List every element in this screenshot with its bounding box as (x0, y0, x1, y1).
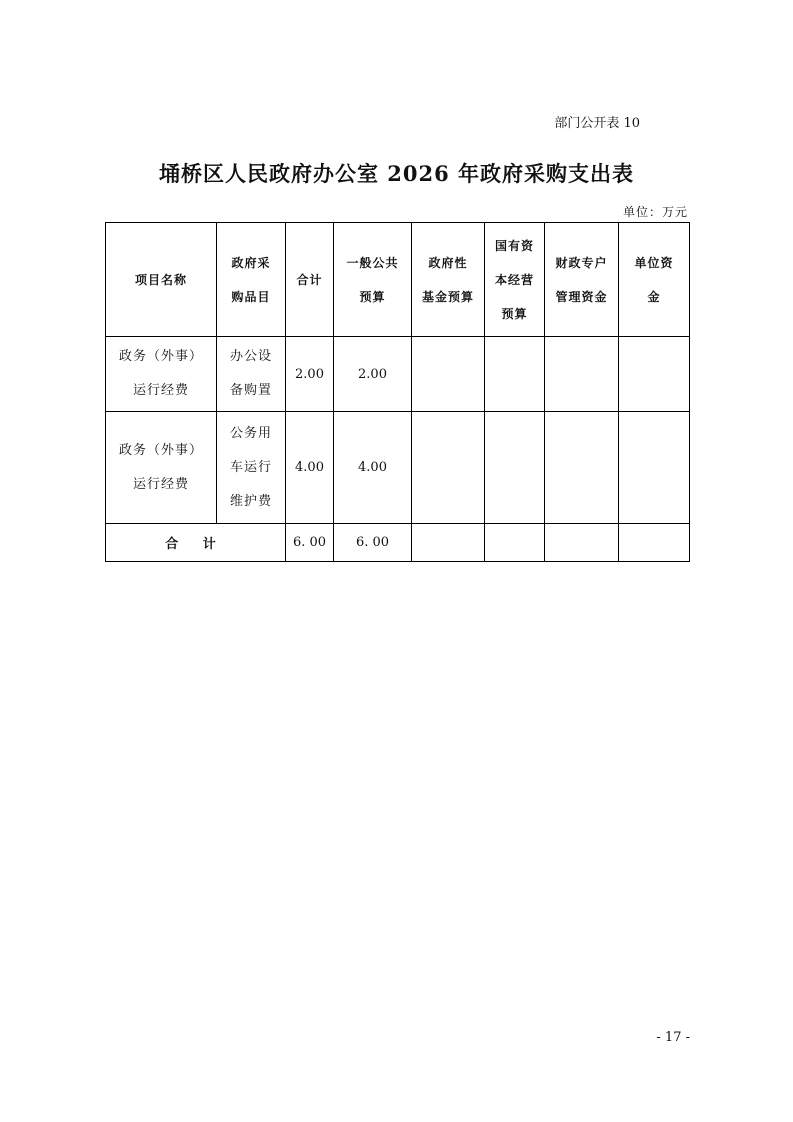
header-general-budget: 一般公共 预算 (334, 223, 412, 337)
header-state-capital-budget: 国有资 本经营 预算 (485, 223, 545, 337)
header-procurement-item: 政府采 购品目 (217, 223, 286, 337)
cell-fund-budget (412, 337, 485, 412)
page-title: 埇桥区人民政府办公室 2026 年政府采购支出表 (158, 161, 635, 186)
cell-item: 公务用 车运行 维护费 (217, 412, 286, 524)
cell-general-budget: 4.00 (334, 412, 412, 524)
table-row (106, 412, 690, 524)
cell-special-account (545, 337, 619, 412)
total-special-account (545, 524, 619, 562)
cell-item: 办公设 备购置 (217, 337, 286, 412)
page-number: - 17 - (656, 1030, 690, 1045)
unit-label: 单位：万元 (622, 205, 688, 219)
cell-fund-budget (412, 412, 485, 524)
cell-state-capital-budget (485, 337, 545, 412)
table-total-row (106, 524, 690, 562)
cell-project: 政务（外事） 运行经费 (106, 412, 217, 524)
document-code: 部门公开表 10 (554, 116, 640, 131)
cell-state-capital-budget (485, 412, 545, 524)
header-unit-funds: 单位资 金 (619, 223, 690, 337)
cell-total: 2.00 (286, 337, 334, 412)
table-header-row (106, 223, 690, 337)
total-unit-funds (619, 524, 690, 562)
cell-project: 政务（外事） 运行经费 (106, 337, 217, 412)
header-total: 合计 (286, 223, 334, 337)
header-fund-budget: 政府性 基金预算 (412, 223, 485, 337)
procurement-table (105, 222, 690, 562)
cell-total: 4.00 (286, 412, 334, 524)
total-state-capital-budget (485, 524, 545, 562)
header-special-account: 财政专户 管理资金 (545, 223, 619, 337)
cell-general-budget: 2.00 (334, 337, 412, 412)
cell-special-account (545, 412, 619, 524)
cell-unit-funds (619, 412, 690, 524)
cell-unit-funds (619, 337, 690, 412)
table-row (106, 337, 690, 412)
total-label: 合 计 (106, 524, 286, 562)
total-fund-budget (412, 524, 485, 562)
total-general-budget: 6. 00 (334, 524, 412, 562)
header-project-name: 项目名称 (106, 223, 217, 337)
total-sum: 6. 00 (286, 524, 334, 562)
